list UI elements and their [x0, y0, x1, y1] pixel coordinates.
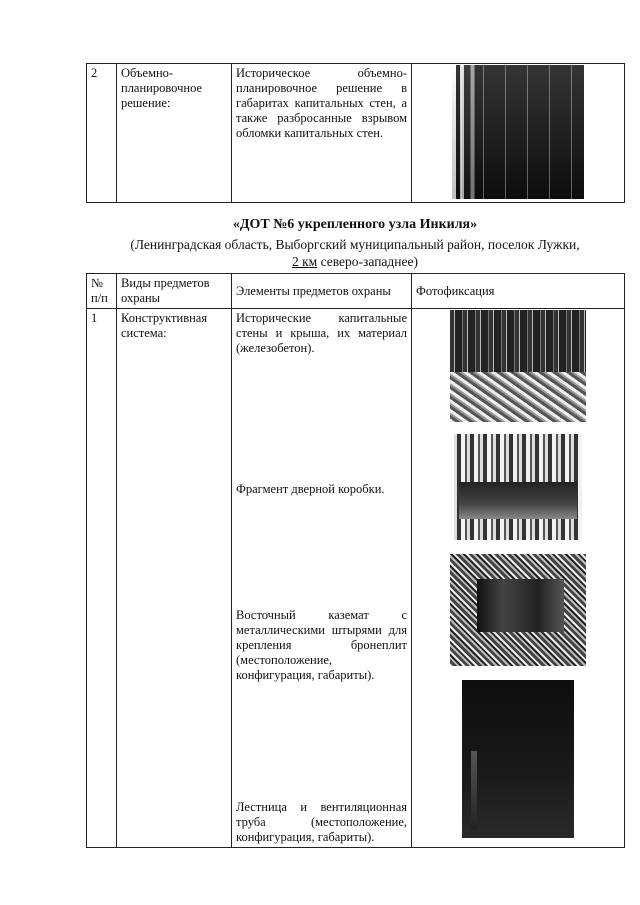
table-header-row — [87, 274, 625, 309]
row-number: 2 — [87, 64, 117, 203]
element-item: Фрагмент дверной коробки. — [236, 482, 385, 496]
protection-element: Историческое объемно-планировочное решение в габаритах капитальных стен, а также разбросанные взрывом обломки капитальных стен. — [232, 64, 412, 203]
header-types: Виды предметов охраны — [117, 274, 232, 309]
protection-type: Объемно-планировочное решение: — [117, 64, 232, 203]
protection-table — [86, 273, 625, 848]
direction-label: северо-западнее) — [317, 254, 418, 269]
door-frame-photo — [454, 434, 582, 540]
element-item: Лестница и вентиляционная труба (местоположение, конфигурация, габариты). — [236, 800, 407, 844]
forest-ruins-photo — [452, 65, 584, 199]
element-item: Исторические капитальные стены и крыша, их материал (железобетон). — [236, 311, 407, 355]
photo-cell — [412, 64, 625, 203]
row-number: 1 — [87, 309, 117, 848]
object-location-line2 — [86, 254, 624, 270]
table-row — [87, 64, 625, 203]
ladder-vent-photo — [462, 680, 574, 838]
protection-type: Конструктивная система: — [117, 309, 232, 848]
table-row — [87, 309, 625, 848]
header-number: № п/п — [87, 274, 117, 309]
distance-label: 2 км — [292, 254, 318, 269]
element-item: Восточный каземат с металлическими штырями для крепления бронеплит (местоположение, конфигурация, габариты). — [236, 608, 407, 682]
elements-cell — [232, 309, 412, 848]
header-photo: Фотофиксация — [412, 274, 625, 309]
protection-table-continued — [86, 63, 625, 203]
object-title: «ДОТ №6 укрепленного узла Инкиля» — [232, 217, 478, 232]
photo-cell — [412, 309, 625, 848]
object-location: (Ленинградская область, Выборгский муниципальный район, поселок Лужки, — [130, 237, 580, 252]
east-casemate-photo — [450, 554, 586, 666]
bunker-walls-photo — [450, 310, 586, 422]
header-elements: Элементы предметов охраны — [232, 274, 412, 309]
